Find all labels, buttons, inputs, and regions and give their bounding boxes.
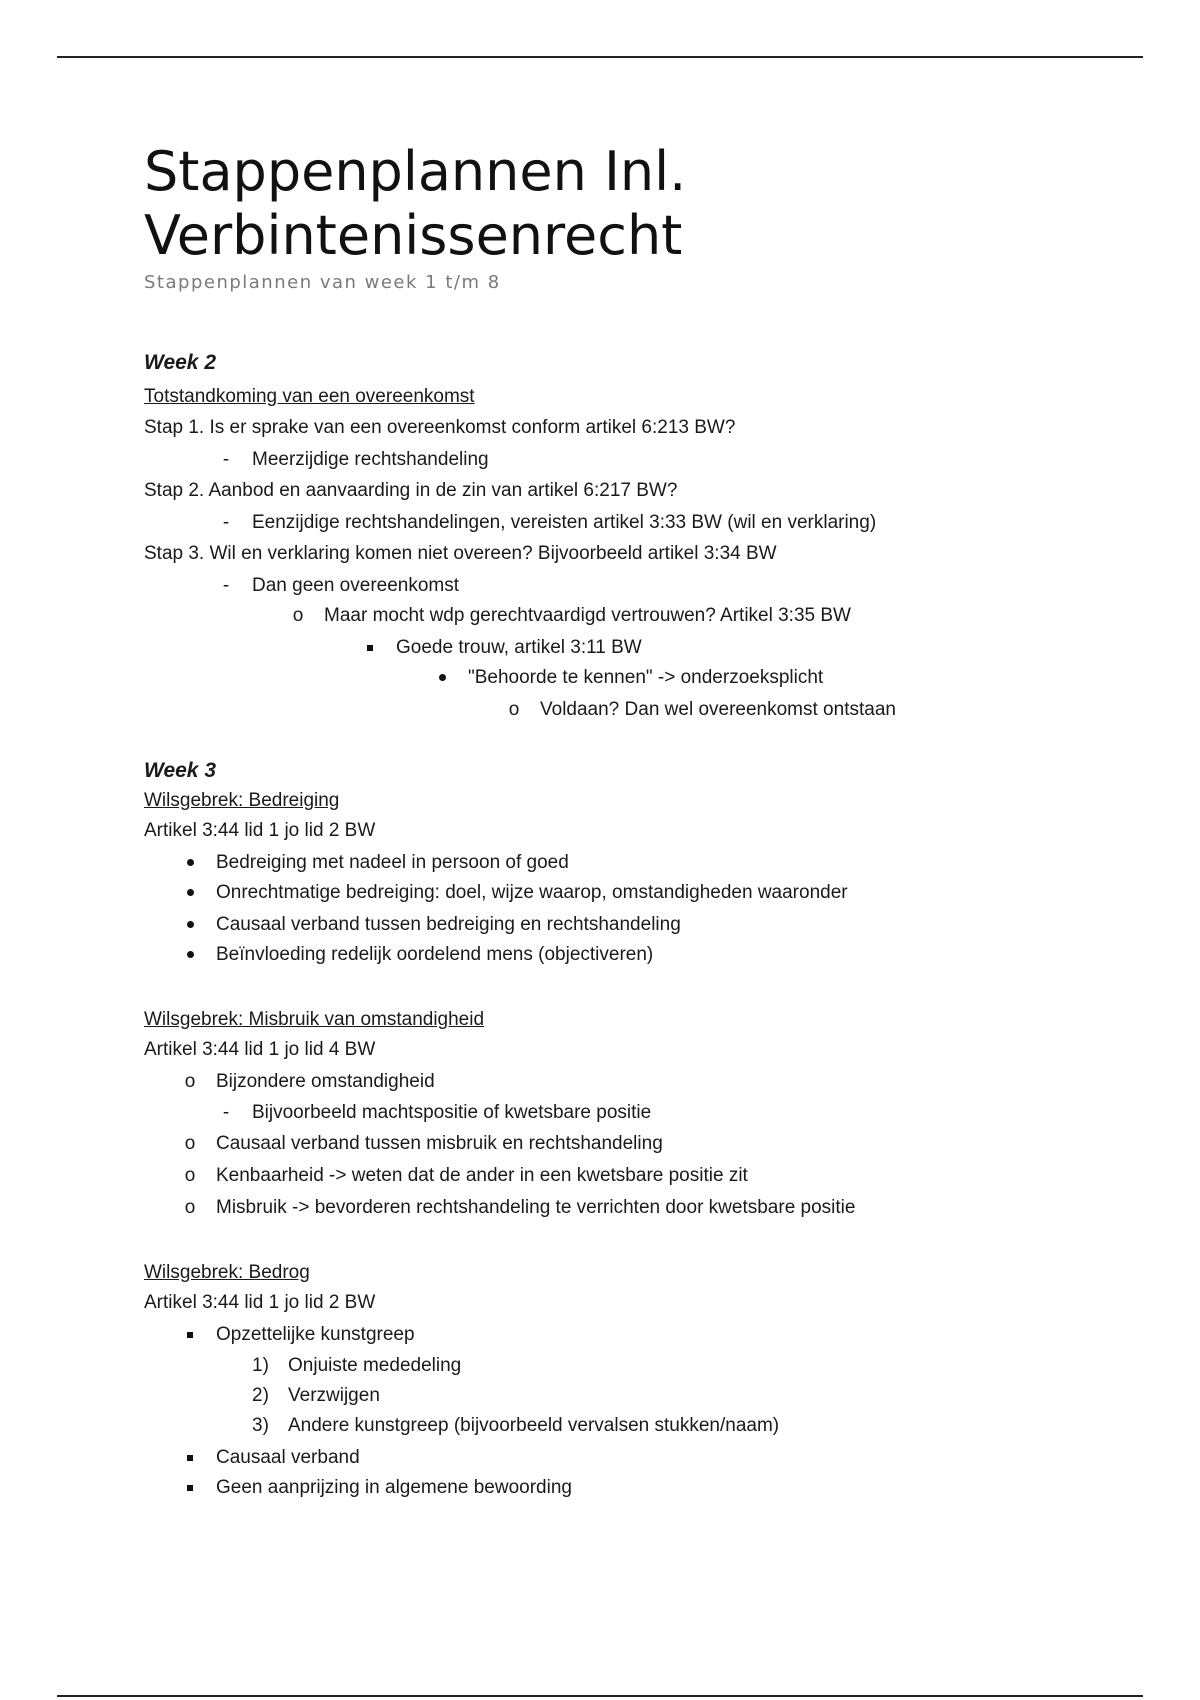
list-number: 3) [252,1415,269,1436]
text-area [144,0,1144,1700]
list-item: o Causaal verband tussen misbruik en rechtshandeling [180,1131,663,1157]
list-item: "Behoorde te kennen" -> onderzoeksplicht [432,665,823,691]
circle-bullet: o [184,1071,196,1092]
article-bedreiging: Artikel 3:44 lid 1 jo lid 2 BW [144,820,376,841]
list-item: - Bijvoorbeeld machtspositie of kwetsbare positie [216,1100,651,1126]
list-item: Geen aanprijzing in algemene bewoording [180,1475,572,1501]
list-item: Bedreiging met nadeel in persoon of goed [180,850,569,876]
list-item: - Dan geen overeenkomst [216,573,459,599]
list-item: 2) Verzwijgen [252,1383,380,1409]
list-item: o Misbruik -> bevorderen rechtshandeling te verrichten door kwetsbare positie [180,1195,855,1221]
dot-bullet-icon [180,942,200,968]
section-title-misbruik: Wilsgebrek: Misbruik van omstandigheid [144,1009,485,1030]
dot-bullet-icon [180,912,200,938]
section-title-bedreiging: Wilsgebrek: Bedreiging [144,790,340,811]
section-title-totstandkoming: Totstandkoming van een overeenkomst [144,386,475,407]
week-2-heading: Week 2 [144,351,216,374]
dot-bullet-icon [180,850,200,876]
list-item: o Maar mocht wdp gerechtvaardigd vertrouwen? Artikel 3:35 BW [288,603,851,629]
list-number: 1) [252,1355,269,1376]
list-item: o Voldaan? Dan wel overeenkomst ontstaan [504,697,896,723]
list-item: Beïnvloeding redelijk oordelend mens (objectiveren) [180,942,653,968]
list-item: - Meerzijdige rechtshandeling [216,447,489,473]
document-title: Stappenplannen Inl. Verbintenissenrecht [144,140,687,267]
step-2: Stap 2. Aanbod en aanvaarding in de zin van artikel 6:217 BW? [144,480,678,501]
list-item: Causaal verband tussen bedreiging en rechtshandeling [180,912,681,938]
step-3: Stap 3. Wil en verklaring komen niet overeen? Bijvoorbeeld artikel 3:34 BW [144,543,777,564]
bottom-rule [57,1695,1143,1697]
circle-bullet: o [508,699,520,720]
section-title-bedrog: Wilsgebrek: Bedrog [144,1262,310,1283]
square-bullet-icon [180,1322,200,1348]
dash-bullet: - [222,575,230,596]
circle-bullet: o [184,1165,196,1186]
dash-bullet: - [222,1102,230,1123]
list-item: - Eenzijdige rechtshandelingen, vereisten artikel 3:33 BW (wil en verklaring) [216,510,876,536]
list-item: Goede trouw, artikel 3:11 BW [360,635,642,661]
list-item: o Bijzondere omstandigheid [180,1069,435,1095]
square-bullet-icon [180,1475,200,1501]
article-bedrog: Artikel 3:44 lid 1 jo lid 2 BW [144,1292,376,1313]
dash-bullet: - [222,512,230,533]
week-3-heading: Week 3 [144,759,216,782]
dot-bullet-icon [432,665,452,691]
circle-bullet: o [184,1133,196,1154]
square-bullet-icon [360,635,380,661]
square-bullet-icon [180,1445,200,1471]
dash-bullet: - [222,449,230,470]
list-item: 3) Andere kunstgreep (bijvoorbeeld vervalsen stukken/naam) [252,1413,779,1439]
circle-bullet: o [184,1197,196,1218]
circle-bullet: o [292,605,304,626]
document-subtitle: Stappenplannen van week 1 t/m 8 [144,272,501,293]
dot-bullet-icon [180,880,200,906]
list-item: o Kenbaarheid -> weten dat de ander in een kwetsbare positie zit [180,1163,748,1189]
article-misbruik: Artikel 3:44 lid 1 jo lid 4 BW [144,1039,376,1060]
list-number: 2) [252,1385,269,1406]
list-item: 1) Onjuiste mededeling [252,1353,461,1379]
step-1: Stap 1. Is er sprake van een overeenkomst conform artikel 6:213 BW? [144,417,736,438]
list-item: Onrechtmatige bedreiging: doel, wijze waarop, omstandigheden waaronder [180,880,848,906]
list-item: Opzettelijke kunstgreep [180,1322,415,1348]
list-item: Causaal verband [180,1445,360,1471]
